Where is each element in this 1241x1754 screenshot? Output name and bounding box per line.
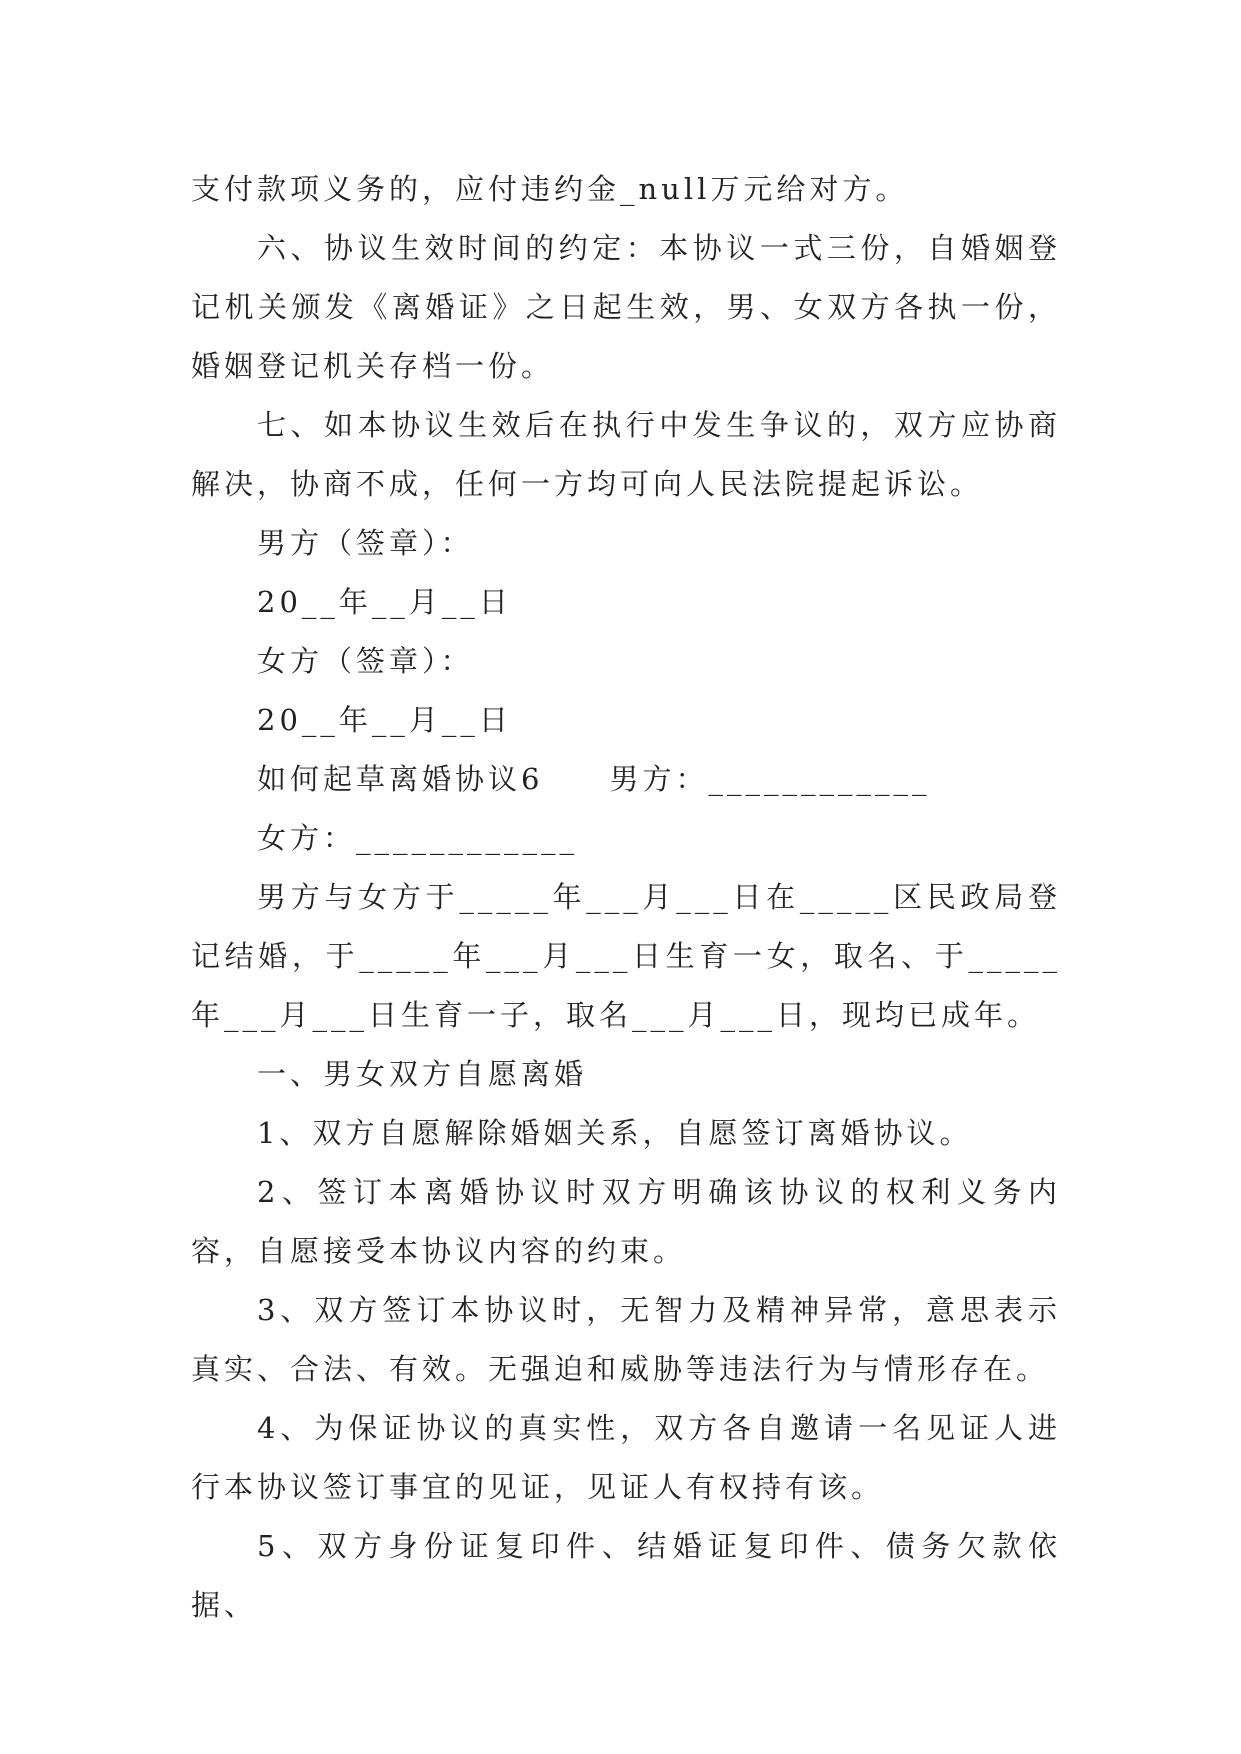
clause-1-item-5: 5、双方身份证复印件、结婚证复印件、债务欠款依据、 <box>191 1529 1061 1622</box>
signature-female-date: 20__年__月__日 <box>257 703 512 737</box>
party-female-line: 女方：____________ <box>257 821 579 855</box>
section-heading-agreement-6: 如何起草离婚协议6 男方：____________ <box>257 762 931 796</box>
paragraph-clause-6-effective-date: 六、协议生效时间的约定：本协议一式三份，自婚姻登记机关颁发《离婚证》之日起生效，男、女双方各执一份，婚姻登记机关存档一份。 <box>191 231 1061 383</box>
signature-female-label: 女方（签章）： <box>257 644 474 678</box>
paragraph-penalty-continuation: 支付款项义务的，应付违约金_null万元给对方。 <box>191 172 909 206</box>
clause-1-item-3: 3、双方签订本协议时，无智力及精神异常，意思表示真实、合法、有效。无强迫和威胁等违法行为与情形存在。 <box>191 1293 1061 1386</box>
clause-1-item-1: 1、双方自愿解除婚姻关系，自愿签订离婚协议。 <box>257 1116 973 1150</box>
clause-1-item-4: 4、为保证协议的真实性，双方各自邀请一名见证人进行本协议签订事宜的见证，见证人有权持有该。 <box>191 1411 1061 1504</box>
clause-1-heading: 一、男女双方自愿离婚 <box>257 1057 588 1091</box>
paragraph-marriage-details: 男方与女方于_____年___月___日在_____区民政局登记结婚，于_____年___月___日生育一女，取名、于_____年___月___日生育一子，取名___月___日，现均已成年。 <box>191 880 1061 1032</box>
signature-male-label: 男方（签章）： <box>257 526 474 560</box>
signature-male-date: 20__年__月__日 <box>257 585 512 619</box>
document-body <box>191 160 1061 1635</box>
paragraph-clause-7-disputes: 七、如本协议生效后在执行中发生争议的，双方应协商解决，协商不成，任何一方均可向人民法院提起诉讼。 <box>191 408 1061 501</box>
clause-1-item-2: 2、签订本离婚协议时双方明确该协议的权利义务内容，自愿接受本协议内容的约束。 <box>191 1175 1061 1268</box>
